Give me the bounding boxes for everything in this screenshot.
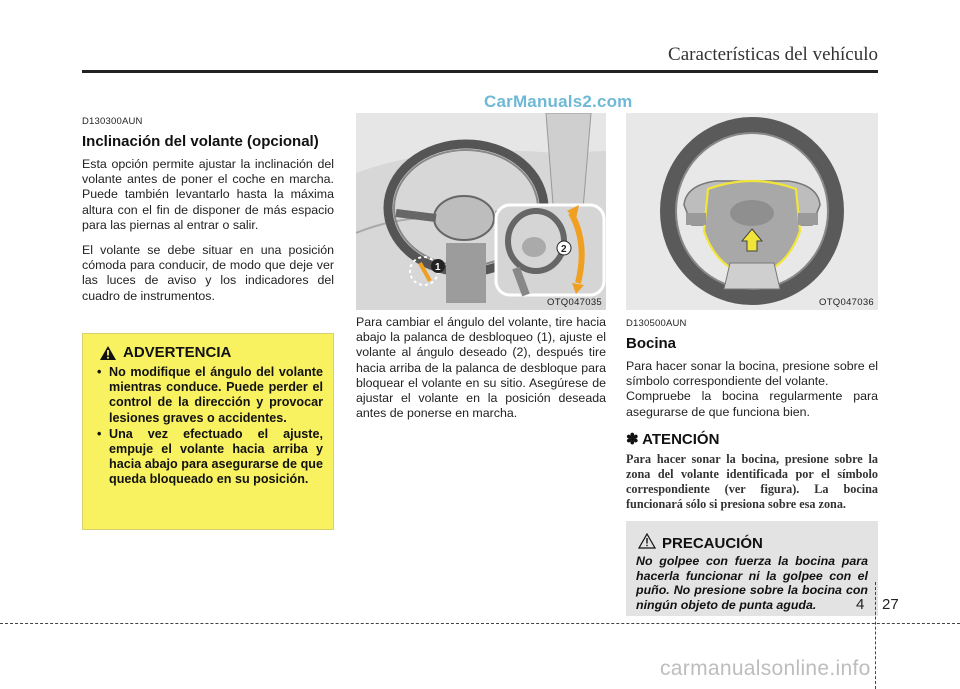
paragraph: Para cambiar el ángulo del volante, tire hacia abajo la palanca de desbloqueo (1), ajuste el volante al ángulo deseado (2), después tire hacia arriba de la palanca de desbloque para bloquear el volante en su sitio. Asegúrese de ajustar el volante en la posición deseada antes de ponerse en marcha. (356, 315, 606, 421)
section-code: D130300AUN (82, 116, 143, 127)
atencion-body: Para hacer sonar la bocina, presione sobre la zona del volante identificada por el símbolo correspondiente (ver figura). La bocina funcionará sólo si presiona sobre esa zona. (626, 451, 878, 512)
warning-title: ADVERTENCIA (123, 344, 232, 361)
callout-1: 1 (435, 262, 441, 273)
warning-item: • Una vez efectuado el ajuste, empuje el volante hacia arriba y hacia abajo para asegurarse de que queda bloqueado en su posición. (95, 427, 323, 488)
warning-header (99, 344, 323, 361)
warning-triangle-icon (99, 345, 117, 361)
figure-label: OTQ047035 (547, 297, 602, 308)
section-title: Bocina (626, 335, 677, 352)
section-code: D130500AUN (626, 318, 687, 329)
horn-figure (626, 113, 878, 310)
watermark-bottom: carmanualsonline.info (660, 657, 871, 680)
middle-column (356, 315, 606, 421)
paragraph: Esta opción permite ajustar la inclinación del volante antes de poner el coche en marcha. Puede también levantarlo hasta la máxima altura con el fin de disponer de más espacio para las piernas al entrar o salir. (82, 157, 334, 232)
chapter-number: 4 (856, 596, 865, 613)
warning-item: • No modifique el ángulo del volante mientras conduce. Puede perder el control de la dirección y provocar lesiones graves o accidentes. (95, 365, 323, 426)
paragraph: Para hacer sonar la bocina, presione sobre el símbolo correspondiente del volante. (626, 359, 878, 389)
right-column (626, 318, 878, 513)
steering-tilt-illustration (356, 113, 606, 310)
paragraph: El volante se debe situar en una posición cómoda para conducir, de modo que deje ver las luces de aviso y los indicadores del cuadro de instrumentos. (82, 243, 334, 303)
header-rule (82, 70, 878, 73)
footer-rule (0, 623, 960, 624)
precaucion-box (626, 521, 878, 616)
precaucion-header (638, 529, 868, 552)
paragraph: Compruebe la bocina regularmente para asegurarse de que funciona bien. (626, 389, 878, 419)
page-number: 27 (882, 596, 899, 613)
section-title: Inclinación del volante (opcional) (82, 133, 319, 150)
header-title: Características del vehículo (668, 44, 878, 65)
caution-triangle-icon (638, 533, 656, 549)
steering-tilt-figure (356, 113, 606, 310)
left-column (82, 116, 334, 304)
watermark-top: CarManuals2.com (484, 92, 633, 111)
precaucion-body: No golpee con fuerza la bocina para hacerla funcionar ni la golpee con el puño. No presione sobre la bocina con ningún objeto de punta aguda. (636, 554, 868, 612)
atencion-title: ✽ ATENCIÓN (626, 430, 720, 448)
callout-2: 2 (561, 244, 567, 255)
horn-steering-wheel-illustration (626, 113, 878, 310)
figure-label: OTQ047036 (819, 297, 874, 308)
warning-box (82, 333, 334, 530)
page-number-divider (875, 582, 876, 689)
warning-list (95, 365, 323, 488)
precaucion-title: PRECAUCIÓN (662, 535, 763, 552)
